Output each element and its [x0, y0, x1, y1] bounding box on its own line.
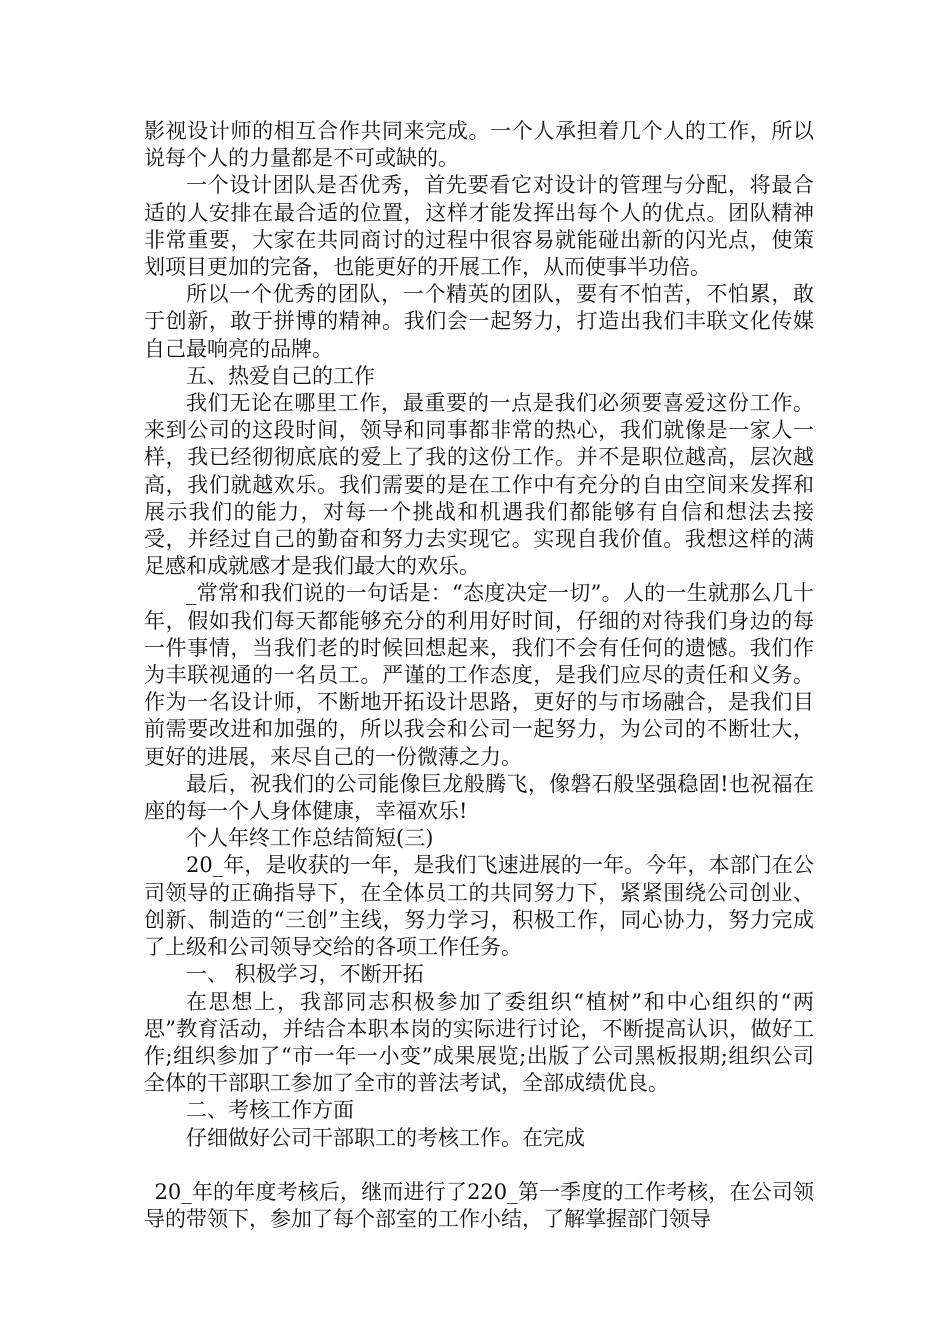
- paragraph-10: 20_年的年度考核后，继而进行了220_第一季度的工作考核，在公司领导的带领下，参加了每个部室的工作小结，了解掌握部门领导: [144, 1179, 814, 1231]
- paragraph-6: 最后，祝我们的公司能像巨龙般腾飞，像磐石般坚强稳固!也祝福在座的每一个人身体健康，幸福欢乐!: [144, 771, 814, 824]
- paragraph-2: 一个设计团队是否优秀，首先要看它对设计的管理与分配，将最合适的人安排在最合适的位置，这样才能发挥出每个人的优点。团队精神非常重要，大家在共同商讨的过程中很容易就能碰出新的闪光点，使策划项目更加的完备，也能更好的开展工作，从而使事半功倍。: [144, 173, 814, 280]
- section-heading-1: 一、 积极学习，不断开拓: [186, 962, 424, 987]
- paragraph-8: 在思想上，我部同志积极参加了委组织“植树”和中心组织的“两思”教育活动，并结合本职本岗的实际进行讨论，不断提高认识，做好工作;组织参加了“市一年一小变”成果展览;出版了公司黑板报期;组织公司全体的干部职工参加了全市的普法考试，全部成绩优良。: [144, 989, 814, 1096]
- paragraph-3: 所以一个优秀的团队，一个精英的团队，要有不怕苦，不怕累，敢于创新，敢于拼博的精神。我们会一起努力，打造出我们丰联文化传媒自己最响亮的品牌。: [144, 282, 814, 361]
- paragraph-1: 影视设计师的相互合作共同来完成。一个人承担着几个人的工作，所以说每个人的力量都是不可或缺的。: [144, 119, 814, 171]
- paragraph-5: _常常和我们说的一句话是：“态度决定一切”。人的一生就那么几十年，假如我们每天都能够充分的利用好时间，仔细的对待我们身边的每一件事情，当我们老的时候回想起来，我们不会有任何的遗憾。我们作为丰联视通的一名员工。严谨的工作态度，是我们应尽的责任和义务。作为一名设计师，不断地开拓设计思路，更好的与市场融合，是我们目前需要改进和加强的，所以我会和公司一起努力，为公司的不断壮大，更好的进展，来尽自己的一份微薄之力。: [144, 581, 814, 769]
- paragraph-9: 仔细做好公司干部职工的考核工作。在完成: [186, 1125, 585, 1150]
- blank-line: [144, 1152, 814, 1179]
- section-heading-2: 二、考核工作方面: [186, 1098, 354, 1123]
- paragraph-4: 我们无论在哪里工作，最重要的一点是我们必须要喜爱这份工作。来到公司的这段时间，领导和同事都非常的热心，我们就像是一家人一样，我已经彻彻底底的爱上了我的这份工作。并不是职位越高，层次越高，我们就越欢乐。我们需要的是在工作中有充分的自由空间来发挥和展示我们的能力，对每一个挑战和机遇我们都能够有自信和想法去接受，并经过自己的勤奋和努力去实现它。实现自我价值。我想这样的满足感和成就感才是我们最大的欢乐。: [144, 391, 814, 579]
- document-page: [144, 118, 814, 1233]
- paragraph-7: 20_年，是收获的一年，是我们飞速进展的一年。今年，本部门在公司领导的正确指导下，在全体员工的共同努力下，紧紧围绕公司创业、创新、制造的“三创”主线，努力学习，积极工作，同心协力，努力完成了上级和公司领导交给的各项工作任务。: [144, 853, 814, 960]
- section-heading-5: 五、热爱自己的工作: [186, 363, 375, 388]
- section-title-3: 个人年终工作总结简短(三): [186, 826, 434, 851]
